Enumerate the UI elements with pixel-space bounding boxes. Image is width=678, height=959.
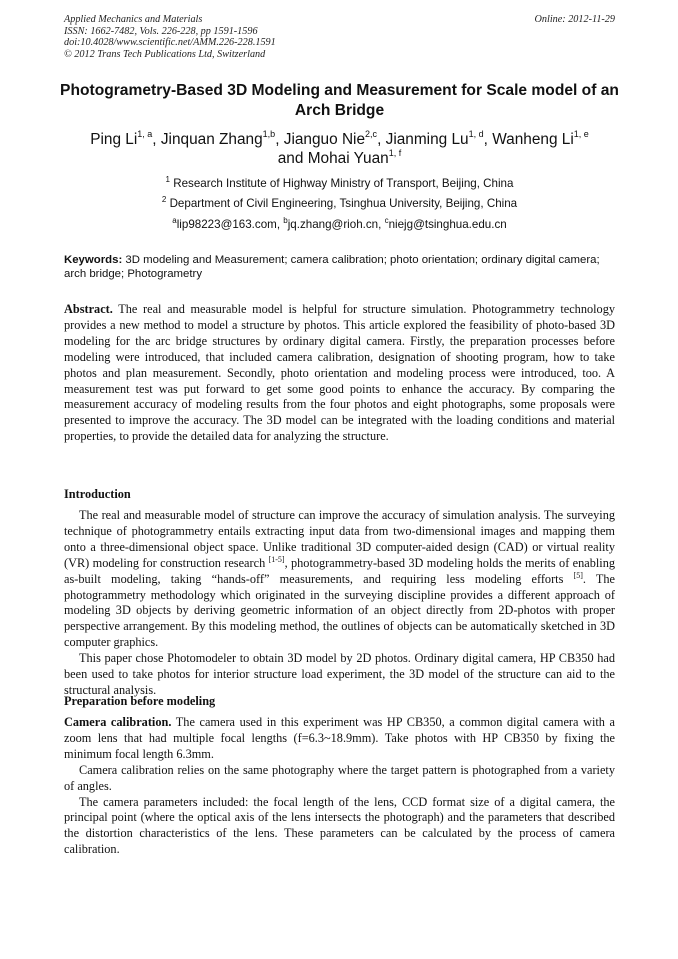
citation: [1-5]	[268, 554, 285, 564]
author-name: Wanheng Li	[492, 131, 574, 148]
email-mark: a	[172, 216, 177, 225]
author-affiliation-mark: 1, e	[573, 129, 589, 139]
affiliation-mark: 1	[165, 175, 170, 184]
introduction-body	[64, 508, 615, 699]
author-name: Jianming Lu	[385, 131, 469, 148]
paper-title: Photogrametry-Based 3D Modeling and Measurement for Scale model of an Arch Bridge	[60, 82, 619, 119]
affiliation-1	[58, 177, 621, 191]
issn-line: ISSN: 1662-7482, Vols. 226-228, pp 1591-1596	[64, 25, 258, 37]
affiliation-text: Research Institute of Highway Ministry of Transport, Beijing, China	[173, 177, 514, 190]
author-affiliation-mark: 1, d	[468, 129, 484, 139]
abstract	[64, 302, 615, 445]
email-list: $^a$lip98223@163.com, $^b$jq.zhang@rioh.cn, $^c$niejg@tsinghua.edu.cn	[172, 216, 507, 231]
abstract-text: The real and measurable model is helpful for structure simulation. Photogrammetry technology provides a new method to model a structure by photos. This article explored the feasibility of photo-based 3D modeling for the arc bridge structures by ordinary digital camera. Firstly, the preparation processes before modeling were introduced, that included camera calibration, designation of shooting program, how to take photos and plan measurement. Secondly, photo orientation and modeling process were introduced, too. A measurement test was put forward to get some good points to enhance the accuracy. By comparing the measurement accuracy of modeling results from the four photos and eight photographs, some proposals were presented to improve the accuracy. The 3D model can be integrated with the loading conditions and material properties, to provide the detailed data for analyzing the structure.	[64, 302, 615, 444]
email-mark: b	[283, 216, 288, 225]
author-list: Ping Li$^{1, a}$, Jinquan Zhang$^{1,b}$, Jianguo Nie$^{2,c}$, Jianming Lu$^{1, d}$, Wanheng Li$^{1, e}$ and Mohai Yuan$^{1, f}$	[90, 129, 589, 167]
doi-line: doi:10.4028/www.scientific.net/AMM.226-228.1591	[64, 37, 276, 48]
paragraph	[64, 715, 615, 763]
author-affiliation-mark: 1,b	[262, 129, 276, 139]
email-address[interactable]: jq.zhang@rioh.cn	[287, 218, 379, 231]
paragraph-text: The camera used in this experiment was HP CB350, a common digital camera with a zoom lens that had multiple focal lengths (f=6.3~18.9mm). Take photos with HP CB350 by fixing the minimum focal length 6.3mm.	[64, 715, 616, 761]
affiliation-2	[58, 197, 621, 211]
author-joiner: and	[277, 150, 304, 167]
section-heading-preparation: Preparation before modeling	[64, 694, 216, 708]
paragraph	[64, 508, 615, 651]
author-name: Jinquan Zhang	[160, 131, 263, 148]
paragraph: This paper chose Photomodeler to obtain 3D model by 2D photos. Ordinary digital camera, HP CB350 had been used to take photos for interior structure load experiment, the 3D model of the structure can aid to the structural analysis.	[64, 651, 615, 697]
author-affiliation-mark: 1, a	[137, 129, 153, 139]
abstract-label: Abstract.	[64, 302, 113, 316]
keywords-label: Keywords:	[64, 254, 123, 266]
citation: [5]	[573, 570, 583, 580]
author-affiliation-mark: 1, f	[388, 148, 402, 158]
email-address[interactable]: niejg@tsinghua.edu.cn	[388, 218, 507, 231]
keywords	[64, 253, 615, 281]
journal-name: Applied Mechanics and Materials	[64, 14, 203, 25]
author-name: Jianguo Nie	[283, 131, 366, 148]
copyright-line: © 2012 Trans Tech Publications Ltd, Switzerland	[64, 48, 266, 60]
affiliation-mark: 2	[161, 195, 167, 204]
author-affiliation-mark: 2,c	[365, 129, 378, 139]
paragraph: The camera parameters included: the focal length of the lens, CCD format size of a digital camera, the principal point (where the optical axis of the lens intersects the photograph) and the parameters that described the distortion characteristics of the lens. These parameters can be calculated by the process of camera calibration.	[64, 794, 615, 857]
paragraph-text: , photogrammetry-based 3D modeling holds the merits of enabling as-built modeling, taking “hands-off” measurements, and requiring less modeling efforts	[64, 555, 615, 586]
author-name: Mohai Yuan	[307, 150, 389, 167]
author-name: Ping Li	[90, 131, 138, 148]
online-date: Online: 2012-11-29	[534, 14, 615, 25]
paragraph-text: . The photogrammetry methodology which originated in the surveying discipline provides a different approach of modeling 3D objects by deriving geometric information of an object directly from 2D-photos with proper perspective arrangement. By this modeling method, the outlines of objects can be automatically sketched in 3D computer graphics.	[64, 571, 616, 650]
paragraph-text: The real and measurable model of structure can improve the accuracy of simulation analysis. The surveying technique of photogrammetry entails extracting input data from two-dimensional images and mapping them onto a three-dimensional object space. Unlike traditional 3D computer-aided design (CAD) or virtual reality (VR) modeling for construction research	[64, 508, 615, 570]
keywords-text: 3D modeling and Measurement; camera calibration; photo orientation; ordinary digital camera; arch bridge; Photogrametry	[64, 254, 600, 280]
section-heading-introduction: Introduction	[64, 487, 131, 501]
paragraph: Camera calibration relies on the same photography where the target pattern is photographed from a variety of angles.	[64, 762, 615, 793]
email-mark: c	[384, 216, 389, 225]
affiliation-text: Department of Civil Engineering, Tsinghua University, Beijing, China	[169, 197, 518, 210]
preparation-body	[64, 715, 615, 858]
email-address[interactable]: lip98223@163.com	[176, 218, 277, 231]
subsection-label: Camera calibration.	[64, 715, 172, 729]
journal-header	[64, 14, 615, 60]
